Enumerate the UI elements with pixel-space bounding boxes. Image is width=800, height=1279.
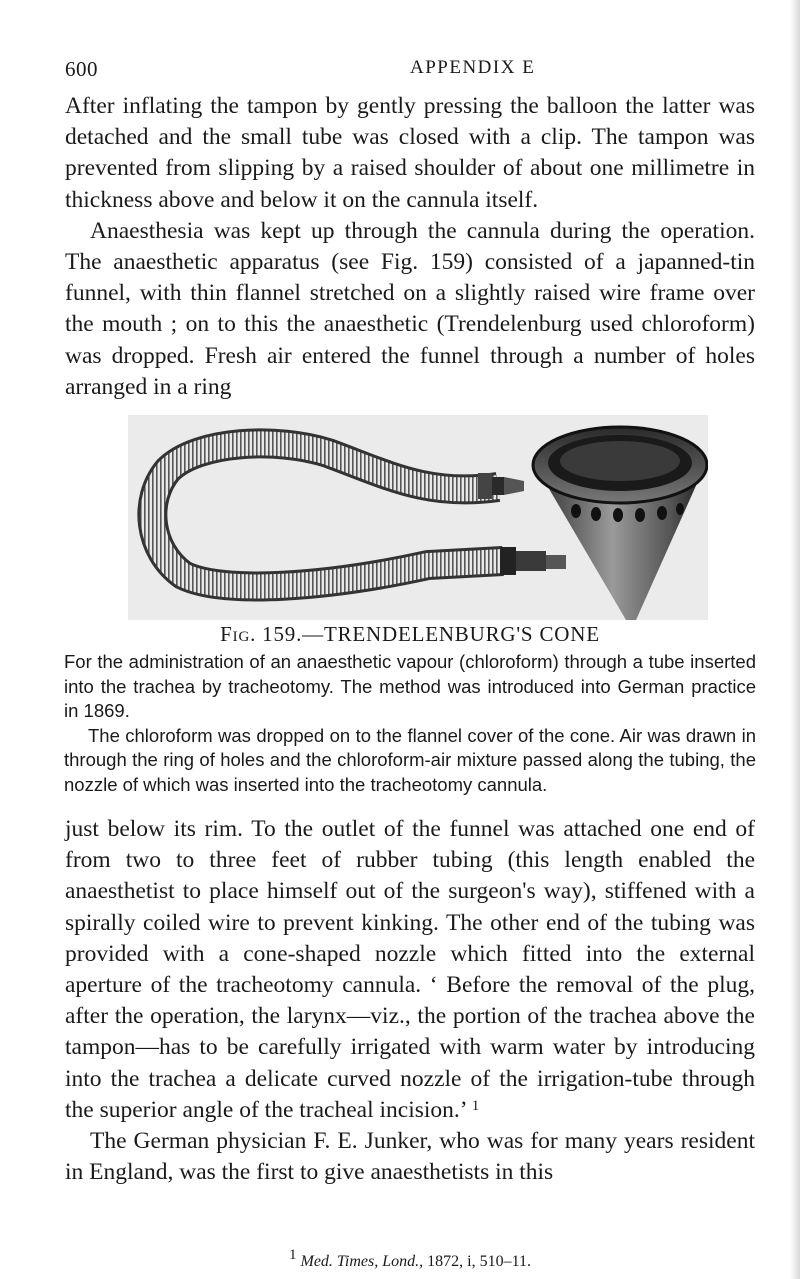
page-header xyxy=(65,57,755,87)
figure-title xyxy=(64,622,756,647)
running-head: APPENDIX E xyxy=(410,57,536,78)
caption-paragraph: For the administration of an anaesthetic vapour (chloroform) through a tube inserted into the trachea by tracheotomy. The method was introduced into German practice in 1869. xyxy=(64,651,756,722)
caption-body xyxy=(64,650,756,798)
figure-dash: — xyxy=(302,622,324,646)
figure-label: Fig. 159. xyxy=(220,622,303,646)
page-edge-shadow xyxy=(790,0,800,1279)
footnote-citation: 1872, i, 510–11. xyxy=(427,1253,532,1270)
page-number: 600 xyxy=(65,57,98,81)
figure-image xyxy=(128,415,708,620)
footnote-reference[interactable]: 1 xyxy=(471,1097,480,1114)
paragraph: Anaesthesia was kept up through the cannula during the operation. The anaesthetic apparatus (see Fig. 159) consisted of a japanned-tin funnel, with thin flannel stretched on a slightly raised wire frame over the mouth ; on to this the anaesthetic (Trendelenburg used chloroform) was dropped. Fresh air entered the funnel through a number of holes arranged in a ring xyxy=(65,217,755,400)
body-text-top xyxy=(65,91,755,403)
footnote-marker: 1 xyxy=(288,1247,297,1263)
figure-title-text: TRENDELENBURG'S CONE xyxy=(323,622,600,646)
body-text-bottom xyxy=(65,814,755,1188)
figure-caption xyxy=(64,622,756,798)
paragraph xyxy=(65,814,755,1126)
paragraph-text: just below its rim. To the outlet of the funnel was attached one end of from two to three feet of rubber tubing (this length enabled the anaesthetist to place himself out of the surgeon's way), stiffened with a spirally coiled wire to prevent kinking. The other end of the tubing was provided with a cone-shaped nozzle which fitted into the external aperture of the tracheotomy cannula. ‘ Before the removal of the plug, after the operation, the larynx—viz., the portion of the trachea above the tampon—has to be carefully irrigated with warm water by introducing into the trachea a delicate curved nozzle of the irrigation-tube through the superior angle of the tracheal incision.’ xyxy=(65,816,755,1123)
paragraph: The German physician F. E. Junker, who was for many years resident in England, was the first to give anaesthetists in this xyxy=(65,1128,755,1186)
paragraph: After inflating the tampon by gently pressing the balloon the latter was detached and the small tube was closed with a clip. The tampon was prevented from slipping by a raised shoulder of about one millimetre in thickness above and below it on the cannula itself. xyxy=(65,93,755,213)
trendelenburg-cone-illustration xyxy=(128,415,708,620)
caption-paragraph: The chloroform was dropped on to the flannel cover of the cone. Air was drawn in through the ring of holes and the chloroform-air mixture passed along the tubing, the nozzle of which was inserted into the tracheotomy cannula. xyxy=(64,724,756,795)
footnote xyxy=(65,1247,755,1271)
footnote-source: Med. Times, Lond., xyxy=(300,1253,424,1270)
